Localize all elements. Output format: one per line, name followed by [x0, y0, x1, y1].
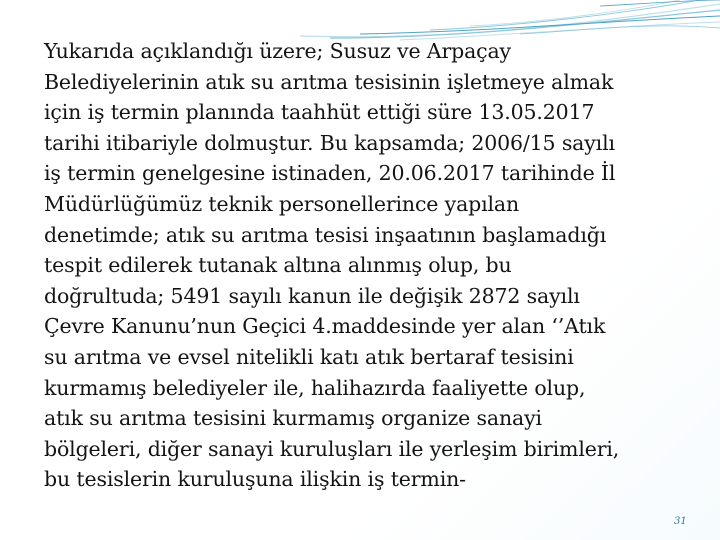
page-number: 31	[674, 516, 687, 527]
body-text: Yukarıda açıklandığı üzere; Susuz ve Arpaçay Belediyelerinin atık su arıtma tesisinin işletmeye almak için iş termin planında taahhüt ettiği süre 13.05.2017 tarihi itibariyle dolmuştur. Bu kapsamda; 2006/15 sayılı iş termin genelgesine istinaden, 20.06.2017 tarihinde İl Müdürlüğümüz teknik personellerince yapılan denetimde; atık su arıtma tesisi inşaatının başlamadığı tespit edilerek tutanak altına alınmış olup, bu doğrultuda; 5491 sayılı kanun ile değişik 2872 sayılı Çevre Kanunu’nun Geçici 4.maddesinde yer alan ‘’Atık su arıtma ve evsel nitelikli katı atık bertaraf tesisini kurmamış belediyeler ile, halihazırda faaliyette olup, atık su arıtma tesisini kurmamış organize sanayi bölgeleri, diğer sanayi kuruluşları ile yerleşim birimleri, bu tesislerin kuruluşuna ilişkin iş termin-	[44, 39, 620, 492]
